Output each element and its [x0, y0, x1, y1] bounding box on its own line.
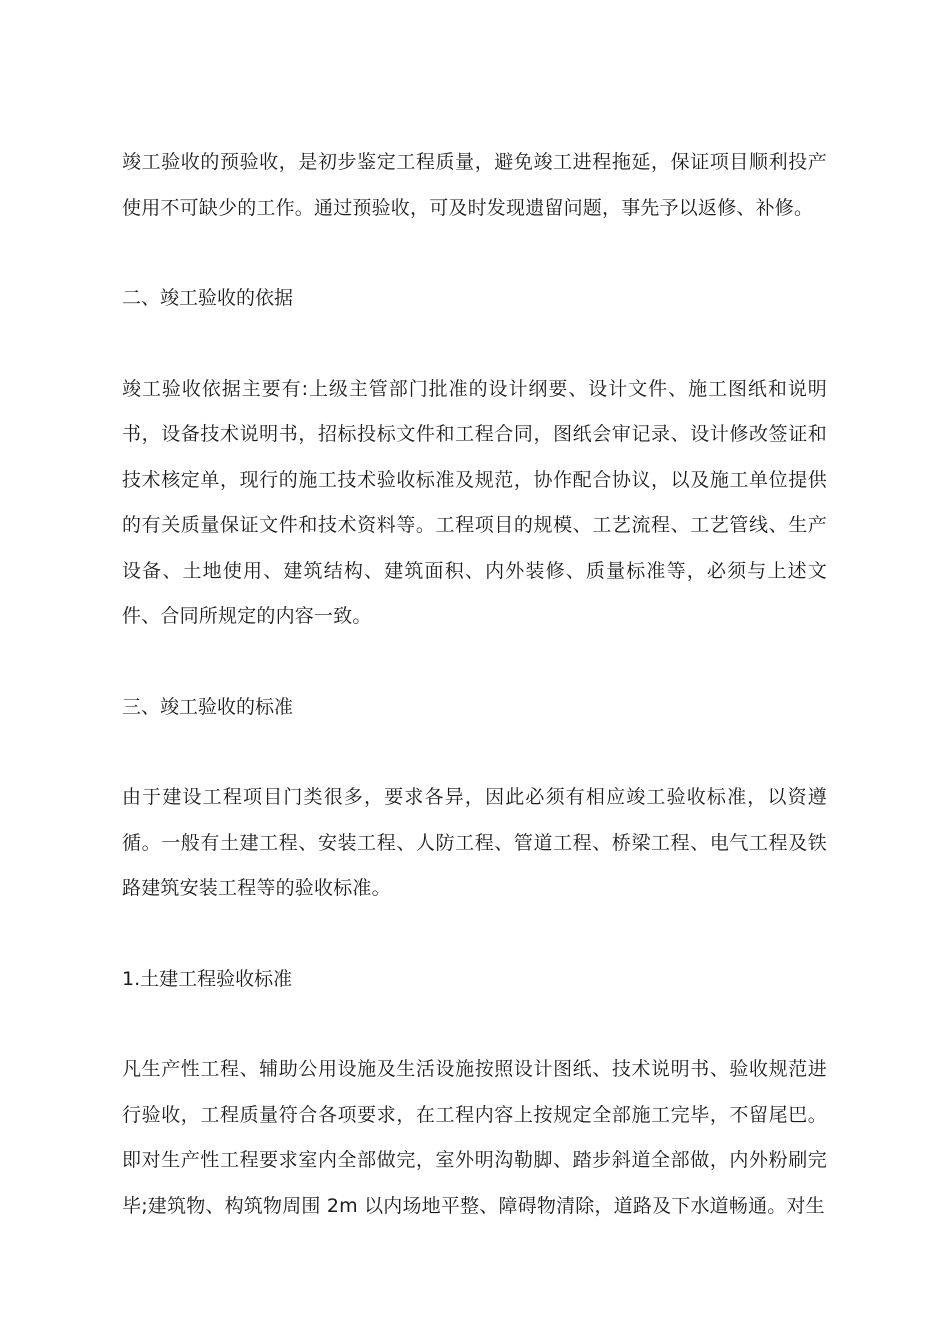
subsection-heading-civil: 1.土建工程验收标准 [122, 967, 293, 990]
paragraph-civil-standards: 凡生产性工程、辅助公用设施及生活设施按照设计图纸、技术说明书、验收规范进行验收，工程质量符合各项要求，在工程内容上按规定全部施工完毕，不留尾巴。即对生产性工程要求室内全部做完，室外明沟勒脚、踏步斜道全部做，内外粉刷完毕;建筑物、构筑物周围 2m 以内场地平整、障碍物清除，道路及下水道畅通。对生 [122, 1058, 827, 1217]
section-heading-standards: 三、竣工验收的标准 [122, 695, 294, 718]
document-body [122, 140, 827, 1229]
paragraph-standards: 由于建设工程项目门类很多，要求各异，因此必须有相应竣工验收标准，以资遵循。一般有土建工程、安装工程、人防工程、管道工程、桥梁工程、电气工程及铁路建筑安装工程等的验收标准。 [122, 786, 827, 899]
section-heading-basis: 二、竣工验收的依据 [122, 287, 294, 309]
paragraph-pre-acceptance: 竣工验收的预验收，是初步鉴定工程质量，避免竣工进程拖延，保证项目顺利投产使用不可缺少的工作。通过预验收，可及时发现遗留问题，事先予以返修、补修。 [122, 151, 827, 219]
paragraph-basis: 竣工验收依据主要有:上级主管部门批准的设计纲要、设计文件、施工图纸和说明书，设备技术说明书，招标投标文件和工程合同，图纸会审记录、设计修改签证和技术核定单，现行的施工技术验收标准及规范，协作配合协议，以及施工单位提供的有关质量保证文件和技术资料等。工程项目的规模、工艺流程、工艺管线、生产设备、土地使用、建筑结构、建筑面积、内外装修、质量标准等，必须与上述文件、合同所规定的内容一致。 [122, 377, 827, 627]
